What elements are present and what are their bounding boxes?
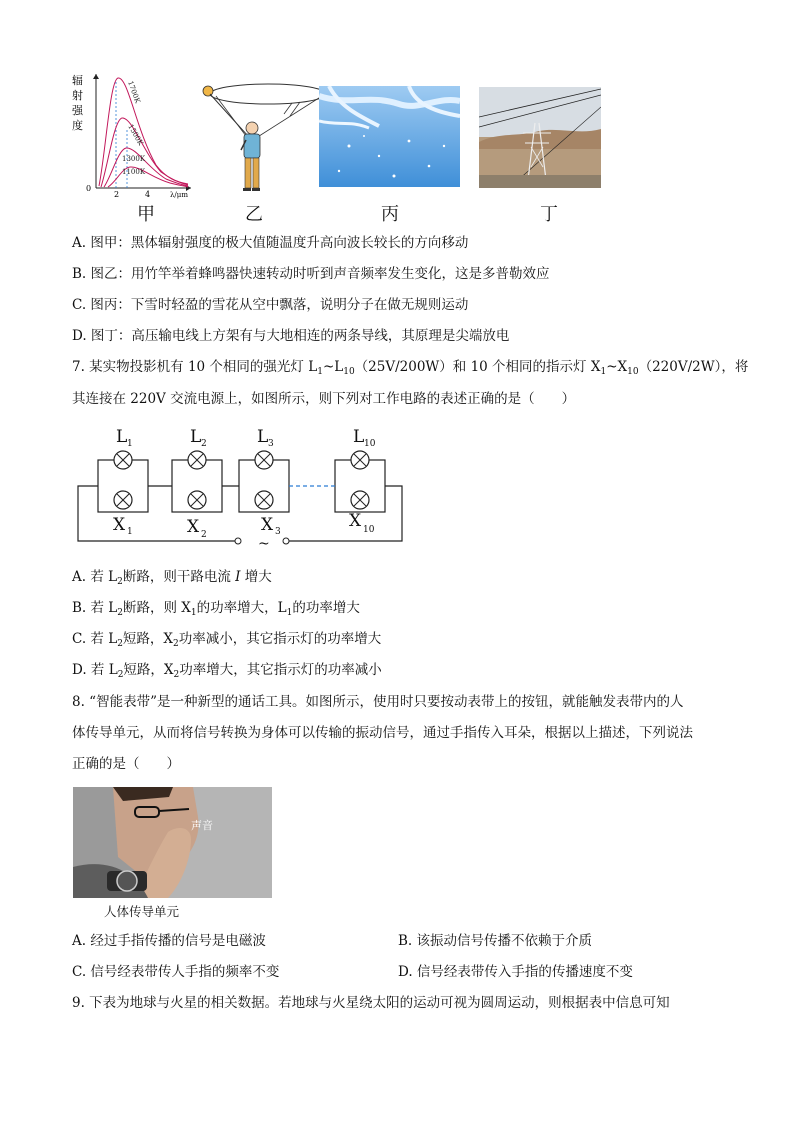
label-l3: L xyxy=(257,427,269,447)
origin-label: 0 xyxy=(86,184,92,193)
curve-label-1300k: 1300K xyxy=(122,155,146,163)
q7-option-d: D. 若 $L_2$短路，$X_2$功率增大，其它指示灯的功率减小 xyxy=(72,662,382,680)
q8-option-d: D. 信号经表带传入手指的传播速度不变 xyxy=(398,964,633,980)
label-x3-sub: 3 xyxy=(275,527,281,537)
q6-option-d: D. 图丁：高压输电线上方架有与大地相连的两条导线，其原理是尖端放电 xyxy=(72,328,510,344)
label-l1-sub: 1 xyxy=(127,439,133,449)
figure-caption-jia: 甲 xyxy=(137,204,155,225)
curve-label-1500k: 1500K xyxy=(126,123,145,147)
label-l3-sub: 3 xyxy=(268,439,274,449)
curve-1300k xyxy=(104,148,188,187)
y-label-char: 强 xyxy=(72,104,83,117)
q7-option-a: A. 若 $L_2$断路，则干路电流 I 增大 xyxy=(72,569,272,587)
figure-bing-snow-photo xyxy=(319,86,460,187)
curve-1500k xyxy=(101,118,188,187)
label-l1: L xyxy=(116,427,128,447)
q8-option-c: C. 信号经表带传人手指的频率不变 xyxy=(72,964,280,980)
label-l2: L xyxy=(190,427,202,447)
q9-stem-line1: 9. 下表为地球与火星的相关数据。若地球与火星绕太阳的运动可视为圆周运动，则根据表中信息可知 xyxy=(72,995,670,1011)
y-label-char: 辐 xyxy=(72,74,83,87)
figure-yi-buzzer-illustration xyxy=(196,78,326,196)
sound-label: 声音 xyxy=(191,819,213,832)
label-x1-sub: 1 xyxy=(127,527,133,537)
curve-1100k xyxy=(108,167,188,187)
figure-jia-blackbody-chart xyxy=(66,70,196,200)
label-l10-sub: 10 xyxy=(364,439,376,449)
label-x3: X xyxy=(261,515,274,535)
figure-caption-bing: 丙 xyxy=(381,204,399,225)
q6-option-c: C. 图丙：下雪时轻盈的雪花从空中飘落，说明分子在做无规则运动 xyxy=(72,297,469,313)
q7-stem-line1: 7. 某实物投影机有 10 个相同的强光灯 $L_1\sim L_{10}(25V/200W)$和 10 个相同的指示灯 $X_1\sim X_{10}(220V/2W)$，将 xyxy=(72,359,749,377)
q7-stem-line2: 其连接在 220V 交流电源上，如图所示，则下列对工作电路的表述正确的是（ ） xyxy=(72,391,576,407)
q8-stem-line1: 8. “智能表带”是一种新型的通话工具。如图所示，使用时只要按动表带上的按钮，就能触发表带内的人 xyxy=(72,694,684,710)
q7-option-c: C. 若 $L_2$短路，$X_2$功率减小，其它指示灯的功率增大 xyxy=(72,631,382,649)
figure-ding-power-tower-photo xyxy=(479,87,601,188)
q8-smart-strap-photo xyxy=(73,787,272,898)
label-x10-sub: 10 xyxy=(363,525,375,535)
label-x1: X xyxy=(113,515,126,535)
curve-label-1700k: 1700K xyxy=(126,79,142,105)
q8-option-a: A. 经过手指传播的信号是电磁波 xyxy=(72,933,266,949)
q7-circuit-diagram xyxy=(72,420,412,555)
figure-caption-yi: 乙 xyxy=(245,204,263,225)
y-label-char: 度 xyxy=(72,119,83,132)
label-x2: X xyxy=(187,517,200,537)
figure-caption-ding: 丁 xyxy=(540,204,558,225)
ac-source-symbol: ~ xyxy=(258,536,270,552)
x-tick-2: 2 xyxy=(114,190,120,199)
q8-option-b: B. 该振动信号传播不依赖于介质 xyxy=(398,933,593,949)
q6-option-a: A. 图甲：黑体辐射强度的极大值随温度升高向波长较长的方向移动 xyxy=(72,235,469,251)
label-x2-sub: 2 xyxy=(201,530,207,540)
x-tick-4: 4 xyxy=(145,190,151,199)
y-label-char: 射 xyxy=(72,89,83,102)
q8-stem-line2: 体传导单元，从而将信号转换为身体可以传输的振动信号，通过手指传入耳朵，根据以上描述，下列说法 xyxy=(72,725,693,741)
x-axis-label: λ/μm xyxy=(170,191,188,199)
q8-photo-caption: 人体传导单元 xyxy=(104,904,180,919)
q7-option-b: B. 若 $L_2$断路，则 $X_1$的功率增大，$L_1$的功率增大 xyxy=(72,600,360,618)
curve-label-1100k: 1100K xyxy=(122,168,146,176)
q8-stem-line3: 正确的是（ ） xyxy=(72,756,180,772)
label-x10: X xyxy=(349,511,362,531)
label-l2-sub: 2 xyxy=(201,439,207,449)
label-l10: L xyxy=(353,427,365,447)
q6-option-b: B. 图乙：用竹竿举着蜂鸣器快速转动时听到声音频率发生变化，这是多普勒效应 xyxy=(72,266,550,282)
